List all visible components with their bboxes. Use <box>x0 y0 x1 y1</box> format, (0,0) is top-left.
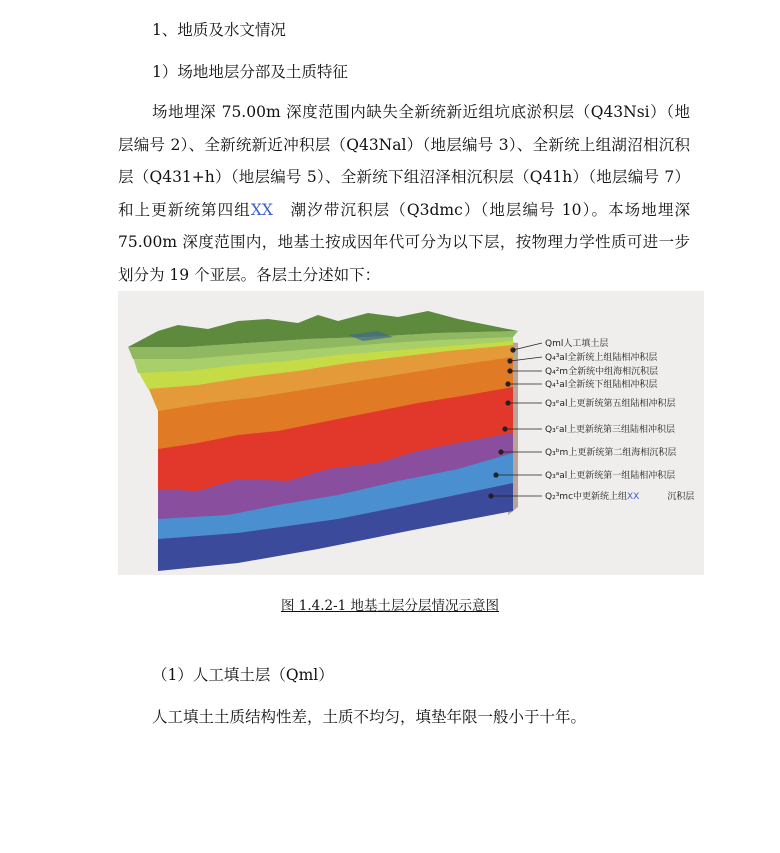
label-qml: Qml人工填土层 <box>545 339 609 349</box>
paragraph-part1: 场地埋深 75.00m 深度范围内缺失全新统新近组坑底淤积层（Q43Nsi）（地层编号 2）、全新统新近冲积层（Q43Nal）（地层编号 3）、全新统上组湖沼相沉积层（Q431+h）（地层编号 5）、全新统下组沼泽相沉积层（Q41h）（地层编号 7）和上更新统第四组 <box>118 103 690 219</box>
label-q41al: Q₄¹al全新统下组陆相冲积层 <box>545 380 658 390</box>
label-q2 <box>545 490 694 502</box>
label-q2-suffix: 沉积层 <box>667 492 695 502</box>
section-title-fill: （1）人工填土层（Qml） <box>152 666 334 684</box>
figure-caption: 图 1.4.2-1 地基土层分层情况示意图 <box>280 598 500 614</box>
label-q3a: Q₃ᵃal上更新统第一组陆相冲积层 <box>545 471 676 481</box>
heading-geology: 1、地质及水文情况 <box>152 21 286 39</box>
label-q3b: Q₃ᵇm上更新统第二组海相沉积层 <box>545 448 677 458</box>
strata-diagram <box>118 291 704 575</box>
paragraph-part2: 潮汐带沉积层（Q3dmc）（地层编号 10）。本场地埋深 75.00m 深度范围内，地基土按成因年代可分为以下层，按物理力学性质可进一步划分为 19 个亚层。各层土分述如下： <box>118 200 690 284</box>
label-q3c: Q₃ᶜal上更新统第三组陆相冲积层 <box>545 425 676 435</box>
label-q43al: Q₄³al全新统上组陆相冲积层 <box>545 353 658 363</box>
label-q3e: Q₃ᵉal上更新统第五组陆相冲积层 <box>545 399 676 409</box>
label-q42m: Q₄²m全新统中组海相沉积层 <box>545 367 659 377</box>
redacted-mark: XX <box>250 200 273 219</box>
label-q2-redacted: XX <box>627 492 640 502</box>
heading-strata: 1）场地地层分部及土质特征 <box>152 63 348 81</box>
intro-paragraph <box>118 96 690 292</box>
section-body-fill: 人工填土土质结构性差，土质不均匀，填垫年限一般小于十年。 <box>152 708 587 726</box>
label-q2-main: Q₂³mc中更新统上组 <box>545 492 628 502</box>
strata-figure <box>118 291 704 575</box>
